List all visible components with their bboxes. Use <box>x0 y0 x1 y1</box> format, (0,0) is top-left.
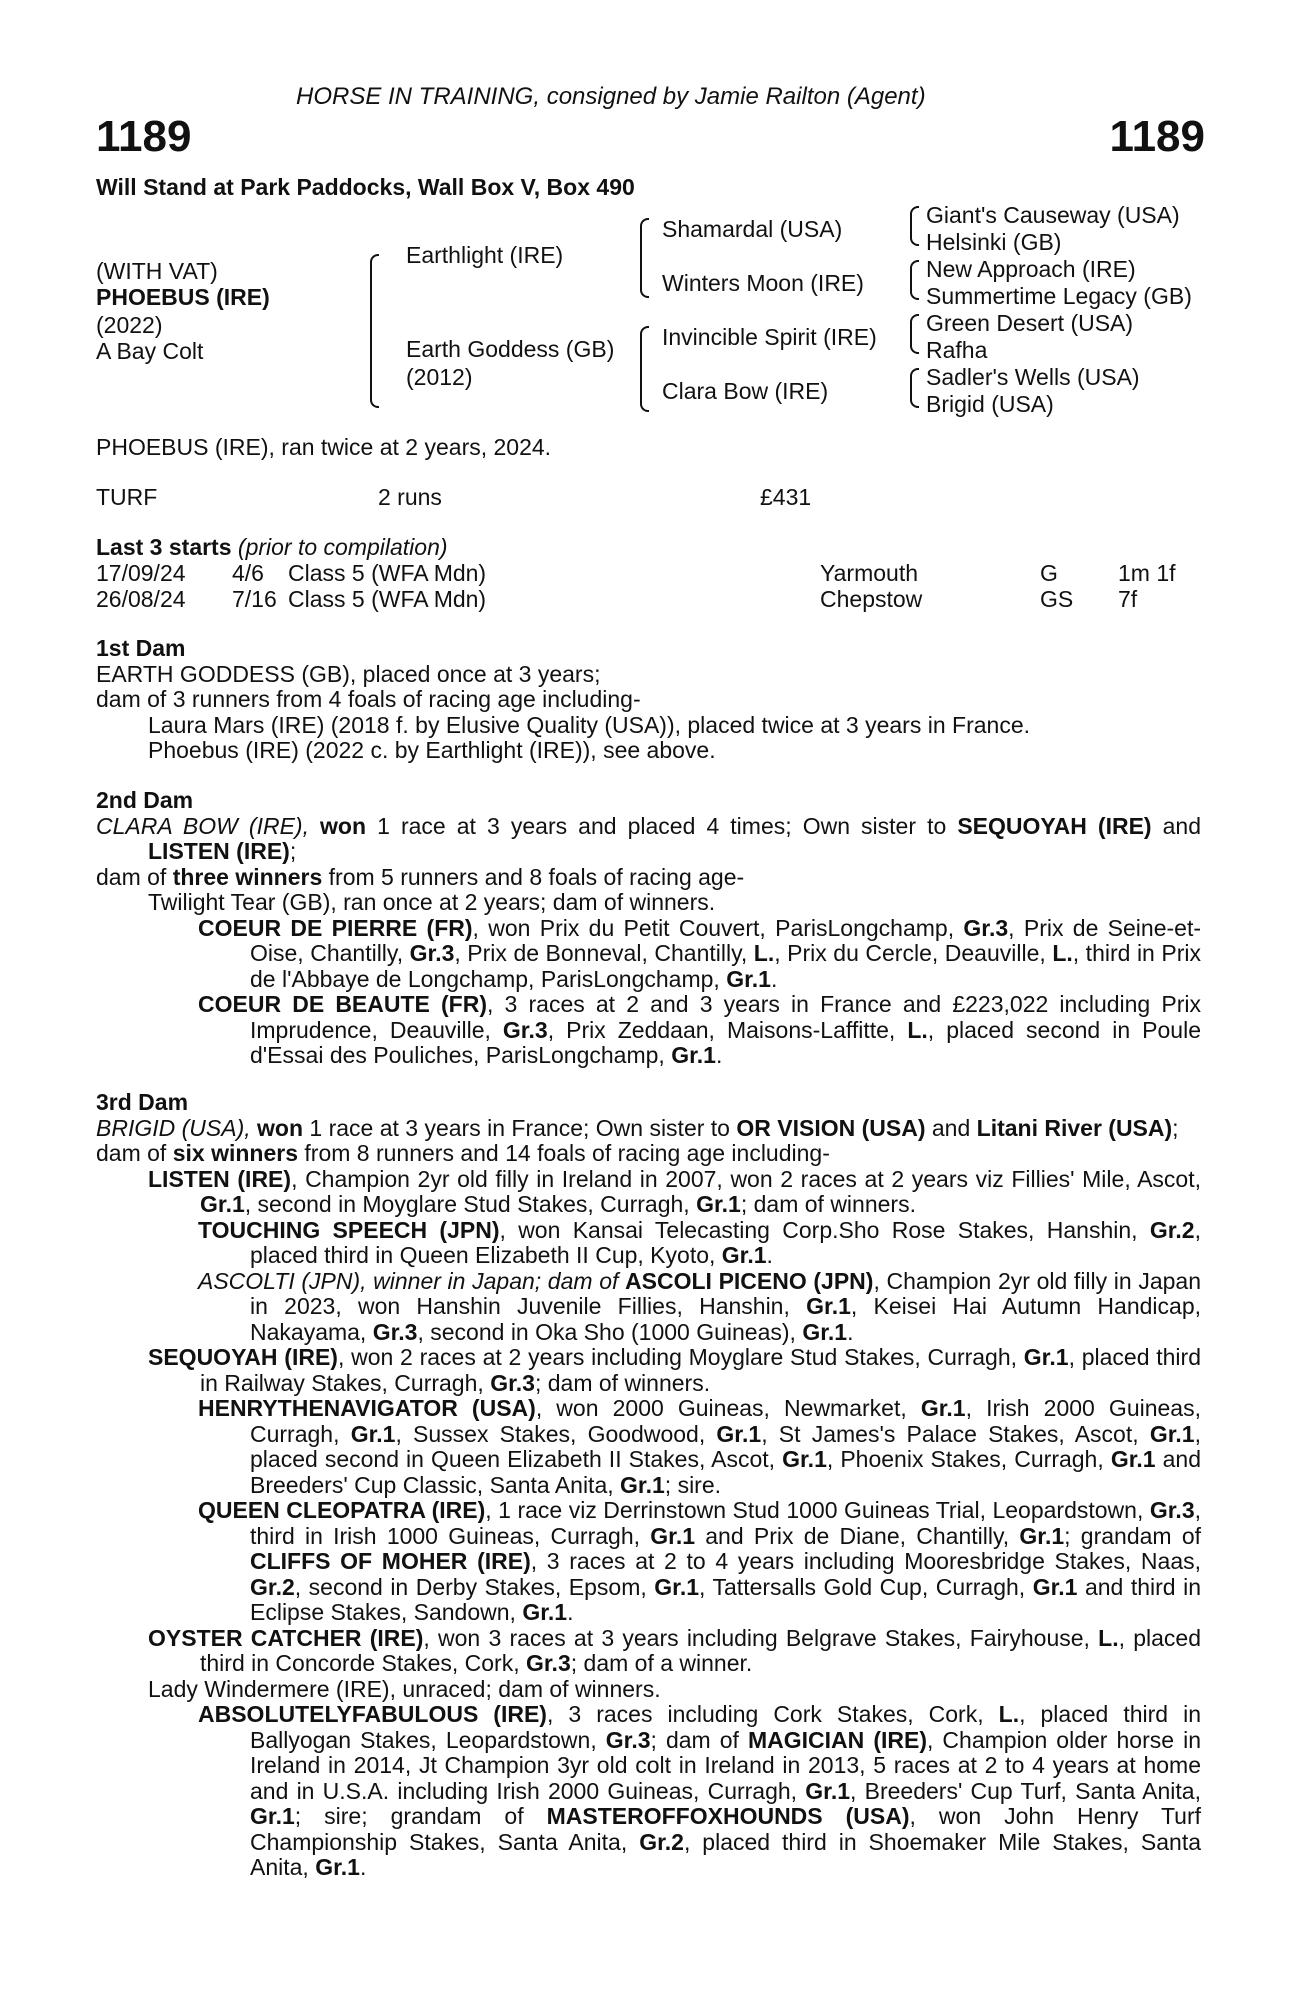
pedigree-dam-year: (2012) <box>406 364 473 390</box>
race-summary: PHOEBUS (IRE), ran twice at 2 years, 2024. <box>96 434 552 460</box>
start-course: Yarmouth <box>820 560 919 586</box>
last-starts-subtitle: (prior to compilation) <box>237 534 448 560</box>
start-pos: 4/6 <box>232 560 264 586</box>
record-runs: 2 runs <box>378 484 442 510</box>
pedigree-gg8: Brigid (USA) <box>926 391 1054 417</box>
last-starts-title: Last 3 starts <box>96 534 232 560</box>
pedigree-gg7: Sadler's Wells (USA) <box>926 364 1140 390</box>
pedigree-brace-g2 <box>910 260 919 300</box>
second-dam-line1: CLARA BOW (IRE), won 1 race at 3 years and placed 4 times; Own sister to SEQUOYAH (IRE) and LISTEN (IRE); <box>96 812 1202 864</box>
horse-name: PHOEBUS (IRE) <box>96 284 270 310</box>
third-dam-touching-speech: TOUCHING SPEECH (JPN), won Kansai Telecasting Corp.Sho Rose Stakes, Hanshin, Gr.2, placed third in Queen Elizabeth II Cup, Kyoto, Gr.1. <box>198 1216 1201 1268</box>
start-going: GS <box>1040 586 1074 612</box>
third-dam-section <box>96 1090 1201 1881</box>
record-surface: TURF <box>96 484 158 510</box>
pedigree-gg6: Rafha <box>926 337 988 363</box>
vat-label: (WITH VAT) <box>96 258 218 284</box>
first-dam-line2: dam of 3 runners from 4 foals of racing age including- <box>96 686 641 712</box>
pedigree-dam-sire: Invincible Spirit (IRE) <box>662 324 877 350</box>
second-dam-coeur-de-pierre: COEUR DE PIERRE (FR), won Prix du Petit Couvert, ParisLongchamp, Gr.3, Prix de Seine-et-Oise, Chantilly, Gr.3, Prix de Bonneval, Chantilly, L., Prix du Cercle, Deauville, L., third in Prix de l'Abbaye de Longchamp, ParisLongchamp, Gr.1. <box>198 914 1201 992</box>
third-dam-line1: BRIGID (USA), won 1 race at 3 years in France; Own sister to OR VISION (USA) and Litani River (USA); <box>96 1114 1179 1141</box>
pedigree-dam-dam: Clara Bow (IRE) <box>662 378 829 404</box>
last-starts-heading <box>96 534 448 560</box>
third-dam-ascolti: ASCOLTI (JPN), winner in Japan; dam of ASCOLI PICENO (JPN), Champion 2yr old filly in Japan in 2023, won Hanshin Juvenile Fillies, Hanshin, Gr.1, Keisei Hai Autumn Handicap, Nakayama, Gr.3, second in Oka Sho (1000 Guineas), Gr.1. <box>198 1267 1202 1345</box>
third-dam-line2: dam of six winners from 8 runners and 14 foals of racing age including- <box>96 1140 830 1166</box>
start-going: G <box>1040 560 1058 586</box>
pedigree-gg5: Green Desert (USA) <box>926 310 1134 336</box>
second-dam-coeur-de-beaute: COEUR DE BEAUTE (FR), 3 races at 2 and 3 years in France and £223,022 including Prix Imprudence, Deauville, Gr.3, Prix Zeddaan, Maisons-Laffitte, L., placed second in Poule d'Essai des Pouliches, ParisLongchamp, Gr.1. <box>198 991 1201 1068</box>
horse-year: (2022) <box>96 312 163 338</box>
first-dam-offspring-2: Phoebus (IRE) (2022 c. by Earthlight (IRE)), see above. <box>148 737 716 763</box>
first-dam-offspring-1: Laura Mars (IRE) (2018 f. by Elusive Quality (USA)), placed twice at 3 years in France. <box>148 711 1030 738</box>
first-dam-title: 1st Dam <box>96 635 186 661</box>
pedigree-brace-g3 <box>910 314 919 354</box>
horse-description: A Bay Colt <box>96 338 204 364</box>
lot-number-right: 1189 <box>1109 112 1205 161</box>
pedigree-brace-g4 <box>910 368 919 408</box>
second-dam-title: 2nd Dam <box>96 787 194 813</box>
first-dam-line1: EARTH GODDESS (GB), placed once at 3 years; <box>96 660 601 687</box>
start-cls: Class 5 (WFA Mdn) <box>288 560 487 586</box>
second-dam-section <box>96 788 1201 1069</box>
third-dam-absolutelyfabulous: ABSOLUTELYFABULOUS (IRE), 3 races including Cork Stakes, Cork, L., placed third in Ballyogan Stakes, Leopardstown, Gr.3; dam of MAGICIAN (IRE), Champion older horse in Ireland in 2014, Jt Champion 3yr old colt in Ireland in 2013, 5 races at 2 to 4 years at home and in U.S.A. including Irish 2000 Guineas, Curragh, Gr.1, Breeders' Cup Turf, Santa Anita, Gr.1; sire; grandam of MASTEROFFOXHOUNDS (USA), won John Henry Turf Championship Stakes, Santa Anita, Gr.2, placed third in Shoemaker Mile Stakes, Santa Anita, Gr.1. <box>198 1701 1201 1880</box>
pedigree-dam: Earth Goddess (GB) <box>406 336 615 362</box>
pedigree-gg3: New Approach (IRE) <box>926 256 1136 282</box>
pedigree-gg1: Giant's Causeway (USA) <box>926 202 1180 228</box>
start-dist: 7f <box>1118 586 1138 612</box>
stabling-location: Will Stand at Park Paddocks, Wall Box V, Box 490 <box>96 174 635 200</box>
second-dam-offspring-twilight-tear: Twilight Tear (GB), ran once at 2 years; dam of winners. <box>148 889 716 915</box>
third-dam-listen: LISTEN (IRE), Champion 2yr old filly in Ireland in 2007, won 2 races at 2 years viz Fillies' Mile, Ascot, Gr.1, second in Moyglare Stud Stakes, Curragh, Gr.1; dam of winners. <box>148 1165 1201 1217</box>
start-date: 17/09/24 <box>96 560 186 586</box>
start-dist: 1m 1f <box>1118 560 1176 586</box>
third-dam-oyster-catcher: OYSTER CATCHER (IRE), won 3 races at 3 years including Belgrave Stakes, Fairyhouse, L., placed third in Concorde Stakes, Cork, Gr.3; dam of a winner. <box>148 1624 1201 1676</box>
pedigree-brace-sire <box>640 218 649 298</box>
start-date: 26/08/24 <box>96 586 186 612</box>
pedigree-brace-g1 <box>910 206 919 246</box>
start-course: Chepstow <box>820 586 923 612</box>
start-pos: 7/16 <box>232 586 277 612</box>
start-cls: Class 5 (WFA Mdn) <box>288 586 487 612</box>
third-dam-queen-cleopatra: QUEEN CLEOPATRA (IRE), 1 race viz Derrinstown Stud 1000 Guineas Trial, Leopardstown, Gr.3, third in Irish 1000 Guineas, Curragh, Gr.1 and Prix de Diane, Chantilly, Gr.1; grandam of CLIFFS OF MOHER (IRE), 3 races at 2 to 4 years including Mooresbridge Stakes, Naas, Gr.2, second in Derby Stakes, Epsom, Gr.1, Tattersalls Gold Cup, Curragh, Gr.1 and third in Eclipse Stakes, Sandown, Gr.1. <box>198 1497 1202 1625</box>
pedigree-sire: Earthlight (IRE) <box>406 242 564 268</box>
second-dam-line2: dam of three winners from 5 runners and 8 foals of racing age- <box>96 863 745 890</box>
lot-number-left: 1189 <box>96 112 192 161</box>
third-dam-henrythenavigator: HENRYTHENAVIGATOR (USA), won 2000 Guineas, Newmarket, Gr.1, Irish 2000 Guineas, Curragh, Gr.1, Sussex Stakes, Goodwood, Gr.1, St James's Palace Stakes, Ascot, Gr.1, placed second in Queen Elizabeth II Stakes, Ascot, Gr.1, Phoenix Stakes, Curragh, Gr.1 and Breeders' Cup Classic, Santa Anita, Gr.1; sire. <box>198 1395 1202 1498</box>
third-dam-lady-windermere: Lady Windermere (IRE), unraced; dam of winners. <box>148 1675 661 1702</box>
consignor-line: HORSE IN TRAINING, consigned by Jamie Railton (Agent) <box>296 83 926 110</box>
pedigree-brace-dam <box>640 326 649 412</box>
third-dam-sequoyah: SEQUOYAH (IRE), won 2 races at 2 years including Moyglare Stud Stakes, Curragh, Gr.1, placed third in Railway Stakes, Curragh, Gr.3; dam of winners. <box>148 1344 1201 1396</box>
third-dam-title: 3rd Dam <box>96 1089 189 1115</box>
first-dam-section <box>96 636 1201 764</box>
pedigree-sire-dam: Winters Moon (IRE) <box>662 270 864 296</box>
pedigree-gg2: Helsinki (GB) <box>926 229 1062 255</box>
pedigree-gg4: Summertime Legacy (GB) <box>926 283 1192 309</box>
pedigree-sire-sire: Shamardal (USA) <box>662 216 843 242</box>
pedigree-brace-main <box>370 254 379 408</box>
record-earnings: £431 <box>760 484 812 510</box>
